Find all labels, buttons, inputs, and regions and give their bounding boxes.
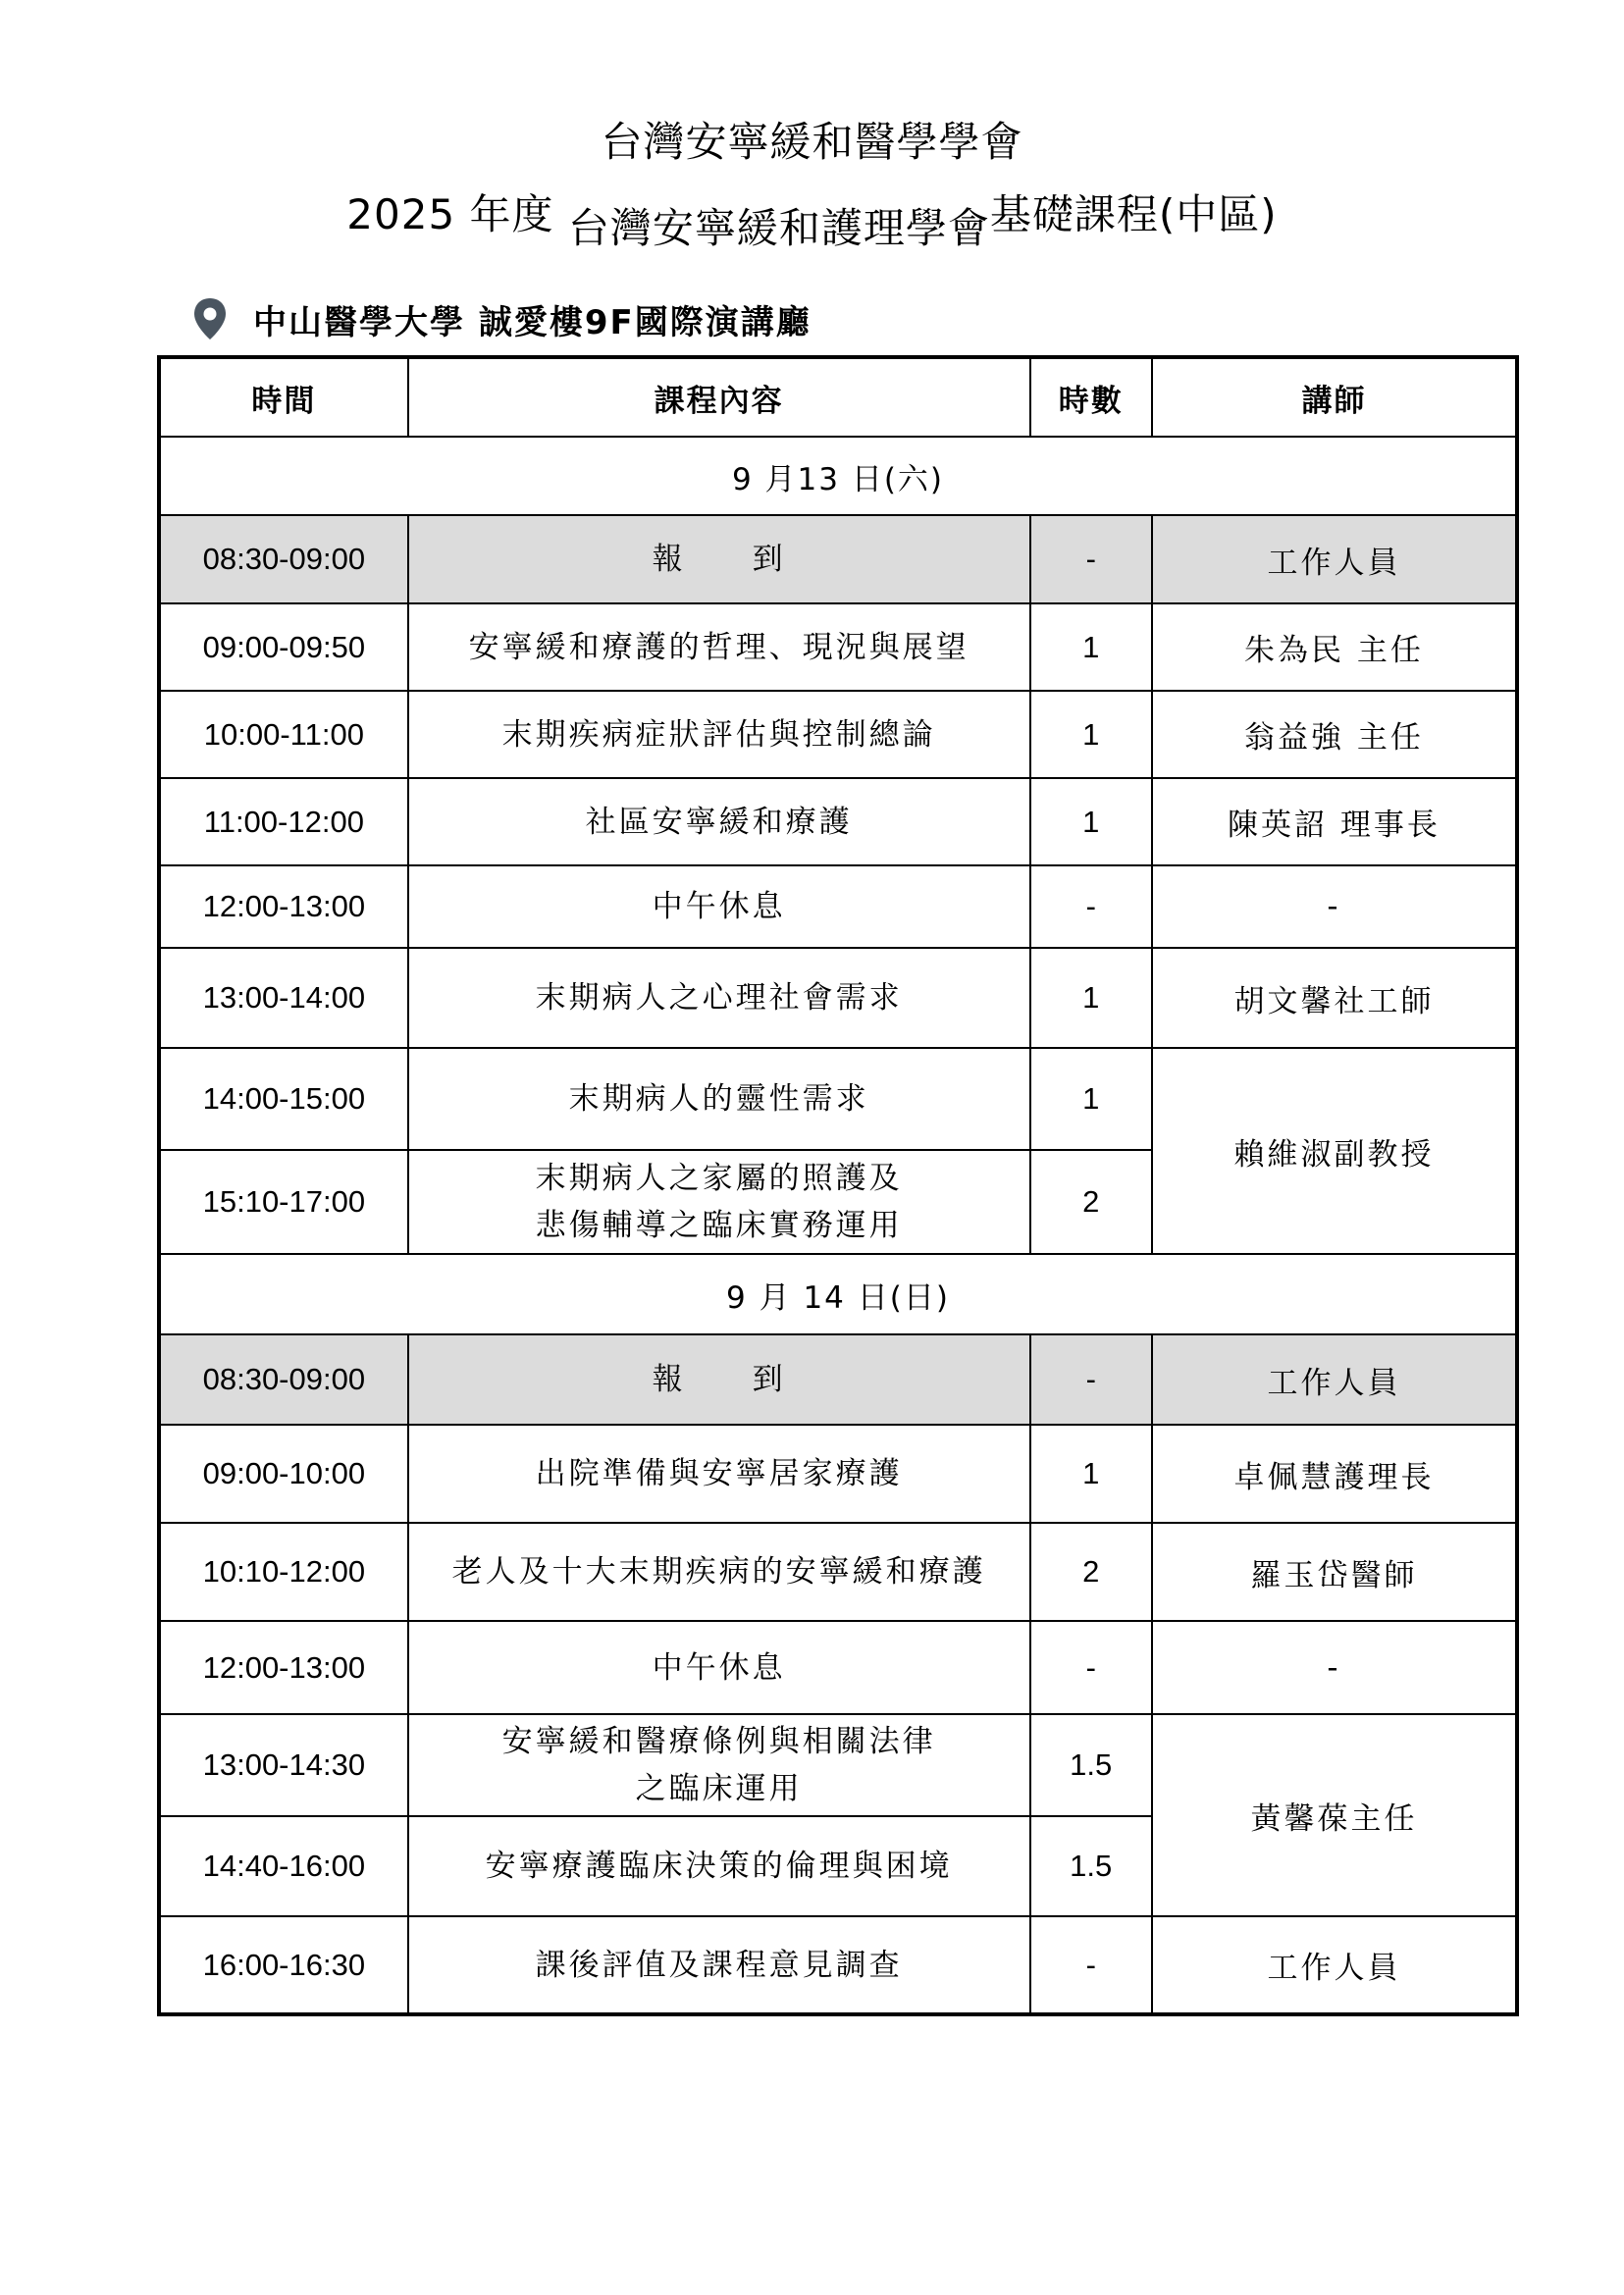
time-cell: 16:00-16:30 [159, 1916, 408, 2014]
table-row [159, 865, 1517, 948]
hours-cell: - [1030, 1334, 1152, 1425]
time-cell: 13:00-14:30 [159, 1714, 408, 1816]
teacher-cell: 賴維淑副教授 [1152, 1048, 1517, 1254]
table-row [159, 1621, 1517, 1714]
hours-cell: 1 [1030, 603, 1152, 691]
time-cell: 11:00-12:00 [159, 778, 408, 865]
hours-cell: 1.5 [1030, 1714, 1152, 1816]
table-row [159, 691, 1517, 778]
table-row [159, 515, 1517, 603]
content-cell [408, 1714, 1030, 1816]
time-cell: 09:00-09:50 [159, 603, 408, 691]
hours-cell: 1 [1030, 948, 1152, 1048]
content-line: 末期病人之家屬的照護及 [535, 1161, 903, 1196]
column-header-content: 課程內容 [408, 357, 1030, 437]
teacher-cell: 工作人員 [1152, 1916, 1517, 2014]
hours-cell: - [1030, 1621, 1152, 1714]
location-pin-icon [192, 296, 228, 341]
time-cell: 14:00-15:00 [159, 1048, 408, 1150]
content-line: 之臨床運用 [635, 1771, 803, 1806]
hours-cell: 1 [1030, 691, 1152, 778]
day-label: 9 月 14 日(日) [159, 1254, 1517, 1334]
content-line: 安寧緩和醫療條例與相關法律 [501, 1724, 936, 1759]
table-row [159, 778, 1517, 865]
content-cell: 老人及十大末期疾病的安寧緩和療護 [408, 1523, 1030, 1621]
time-cell: 09:00-10:00 [159, 1425, 408, 1523]
table-row [159, 1334, 1517, 1425]
schedule-table [157, 355, 1519, 2016]
course-society: 台灣安寧緩和護理學會 [567, 204, 990, 252]
time-cell: 12:00-13:00 [159, 865, 408, 948]
table-row [159, 1425, 1517, 1523]
teacher-cell: 朱為民 主任 [1152, 603, 1517, 691]
table-row [159, 1523, 1517, 1621]
teacher-cell: 胡文馨社工師 [1152, 948, 1517, 1048]
content-cell: 末期病人的靈性需求 [408, 1048, 1030, 1150]
table-row [159, 1916, 1517, 2014]
teacher-cell: 羅玉岱醫師 [1152, 1523, 1517, 1621]
time-cell: 12:00-13:00 [159, 1621, 408, 1714]
hours-cell: - [1030, 515, 1152, 603]
page-title: 台灣安寧緩和醫學學會 [601, 118, 1023, 166]
teacher-cell: 工作人員 [1152, 515, 1517, 603]
content-cell: 報 到 [408, 1334, 1030, 1425]
teacher-cell: 陳英詔 理事長 [1152, 778, 1517, 865]
table-row [159, 1714, 1517, 1816]
content-cell: 報 到 [408, 515, 1030, 603]
hours-cell: - [1030, 1916, 1152, 2014]
teacher-cell: 翁益強 主任 [1152, 691, 1517, 778]
content-line: 悲傷輔導之臨床實務運用 [535, 1208, 903, 1243]
teacher-cell: - [1152, 865, 1517, 948]
hours-cell: 1 [1030, 1425, 1152, 1523]
teacher-cell: 黃馨葆主任 [1152, 1714, 1517, 1916]
hours-cell: 2 [1030, 1150, 1152, 1254]
day-label: 9 月13 日(六) [159, 437, 1517, 515]
table-row [159, 603, 1517, 691]
day-row [159, 437, 1517, 515]
course-name: 基礎課程(中區) [989, 190, 1278, 238]
hours-cell: - [1030, 865, 1152, 948]
content-cell: 社區安寧緩和療護 [408, 778, 1030, 865]
time-cell: 08:30-09:00 [159, 1334, 408, 1425]
time-cell: 10:00-11:00 [159, 691, 408, 778]
hours-cell: 1 [1030, 778, 1152, 865]
table-header-row [159, 357, 1517, 437]
teacher-cell: 工作人員 [1152, 1334, 1517, 1425]
venue-text: 中山醫學大學 誠愛樓9F國際演講廳 [253, 302, 812, 342]
content-cell: 安寧療護臨床決策的倫理與困境 [408, 1816, 1030, 1916]
teacher-cell: 卓佩慧護理長 [1152, 1425, 1517, 1523]
time-cell: 08:30-09:00 [159, 515, 408, 603]
time-cell: 15:10-17:00 [159, 1150, 408, 1254]
time-cell: 13:00-14:00 [159, 948, 408, 1048]
teacher-cell: - [1152, 1621, 1517, 1714]
day-row [159, 1254, 1517, 1334]
hours-cell: 1.5 [1030, 1816, 1152, 1916]
content-cell: 課後評值及課程意見調查 [408, 1916, 1030, 2014]
content-cell: 末期疾病症狀評估與控制總論 [408, 691, 1030, 778]
hours-cell: 1 [1030, 1048, 1152, 1150]
content-cell [408, 1150, 1030, 1254]
content-cell: 中午休息 [408, 865, 1030, 948]
hours-cell: 2 [1030, 1523, 1152, 1621]
content-cell: 末期病人之心理社會需求 [408, 948, 1030, 1048]
time-cell: 10:10-12:00 [159, 1523, 408, 1621]
venue [192, 294, 812, 343]
column-header-hours: 時數 [1030, 357, 1152, 437]
column-header-time: 時間 [159, 357, 408, 437]
content-cell: 安寧緩和療護的哲理、現況與展望 [408, 603, 1030, 691]
course-title [0, 183, 1624, 252]
time-cell: 14:40-16:00 [159, 1816, 408, 1916]
content-cell: 中午休息 [408, 1621, 1030, 1714]
table-row [159, 1048, 1517, 1150]
table-row [159, 948, 1517, 1048]
course-year: 2025 年度 [346, 190, 554, 238]
column-header-teacher: 講師 [1152, 357, 1517, 437]
content-cell: 出院準備與安寧居家療護 [408, 1425, 1030, 1523]
